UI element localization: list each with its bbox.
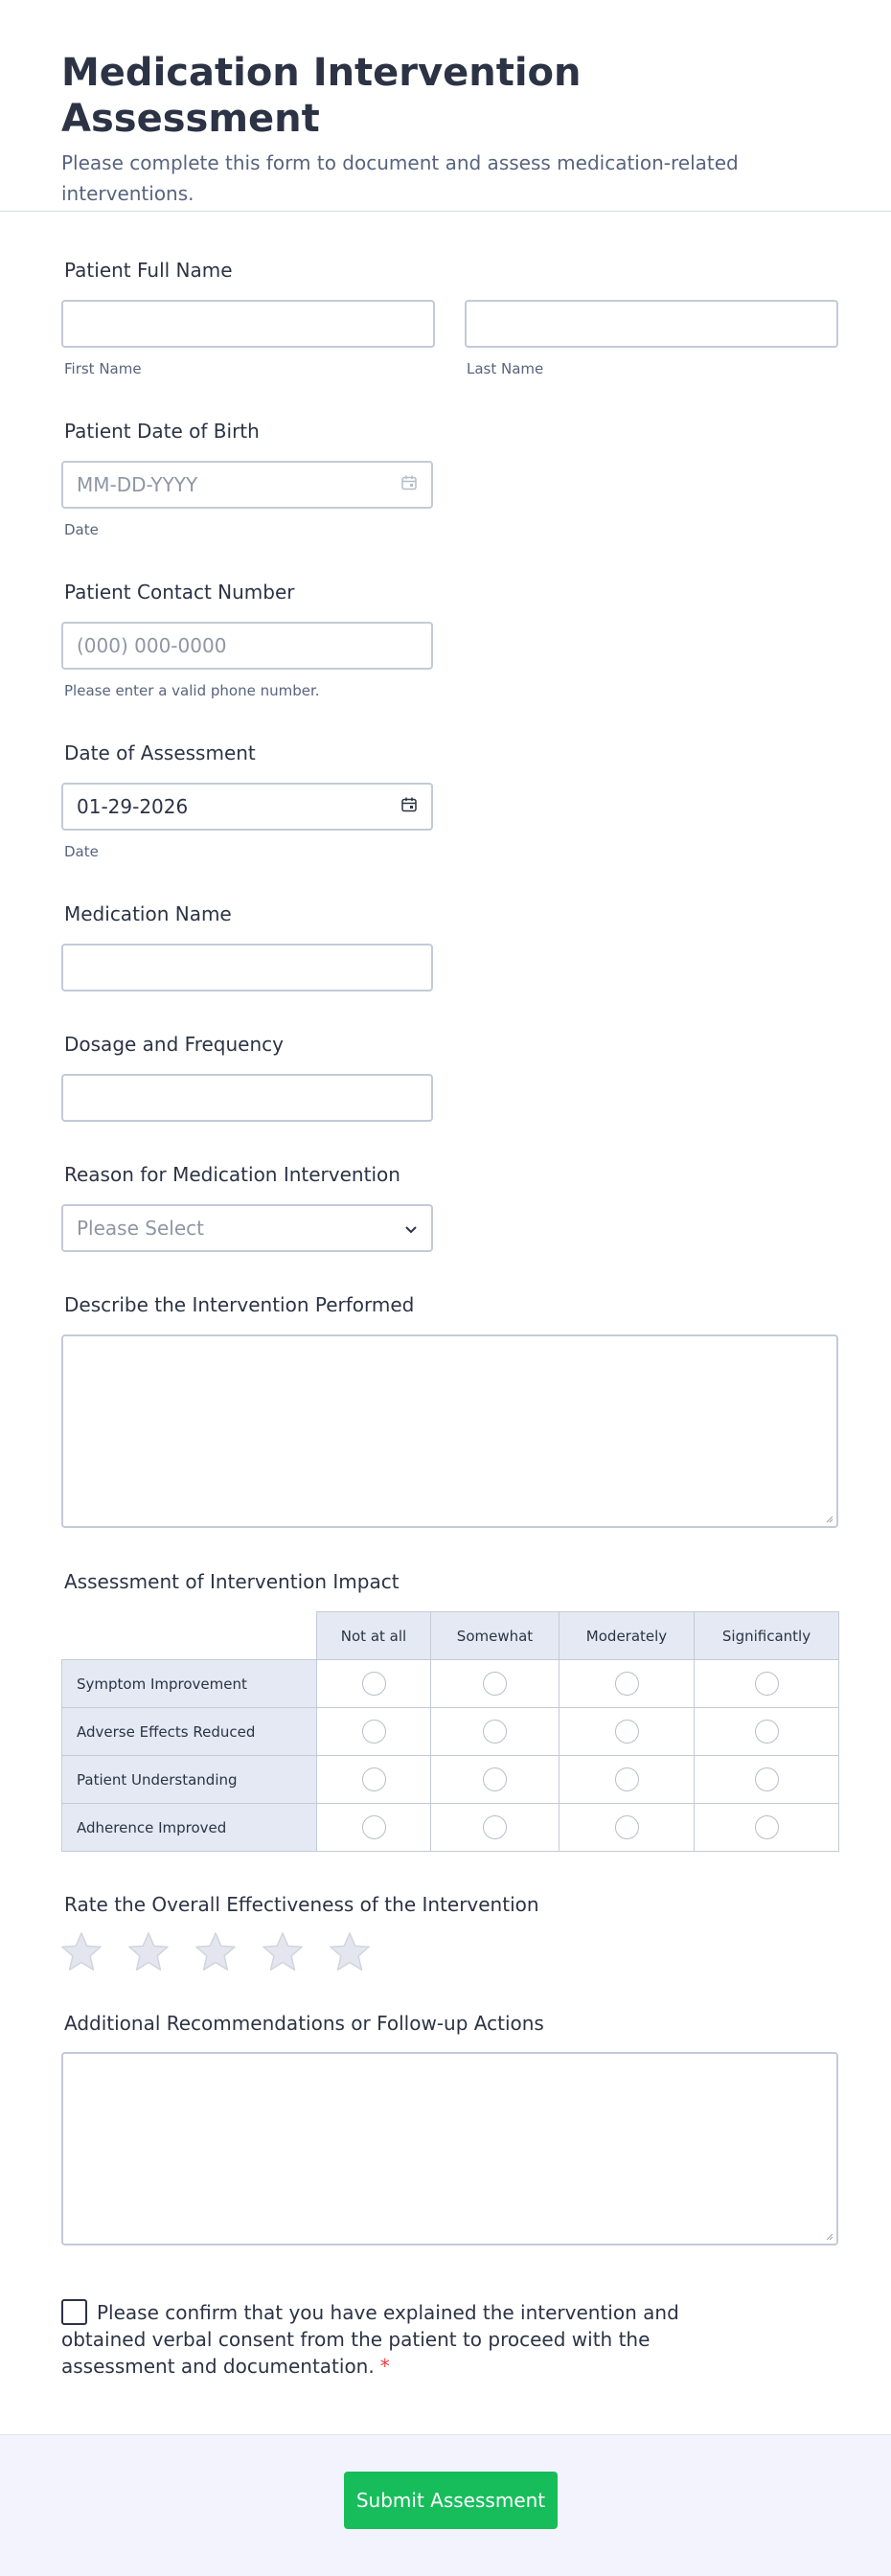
radio-button[interactable] xyxy=(483,1672,507,1696)
impact-label: Assessment of Intervention Impact xyxy=(64,1570,400,1593)
reason-placeholder: Please Select xyxy=(77,1217,204,1240)
assessment-date-input[interactable] xyxy=(61,783,433,831)
matrix-column-header: Somewhat xyxy=(431,1612,560,1660)
radio-button[interactable] xyxy=(755,1815,779,1839)
star-icon[interactable] xyxy=(328,1930,372,1974)
calendar-icon[interactable] xyxy=(400,473,418,496)
radio-button[interactable] xyxy=(483,1720,507,1744)
radio-button[interactable] xyxy=(615,1672,639,1696)
last-name-sublabel: Last Name xyxy=(467,360,544,377)
matrix-row-label: Adherence Improved xyxy=(62,1804,317,1852)
medication-name-label: Medication Name xyxy=(64,902,232,925)
dob-sublabel: Date xyxy=(64,521,99,538)
radio-button[interactable] xyxy=(615,1815,639,1839)
first-name-input[interactable] xyxy=(61,300,435,348)
reason-label: Reason for Medication Intervention xyxy=(64,1163,400,1186)
radio-button[interactable] xyxy=(755,1672,779,1696)
recommendations-label: Additional Recommendations or Follow-up Actions xyxy=(64,2012,544,2035)
matrix-row-label: Adverse Effects Reduced xyxy=(62,1708,317,1756)
radio-button[interactable] xyxy=(755,1767,779,1791)
matrix-row xyxy=(62,1708,839,1756)
matrix-column-header: Moderately xyxy=(560,1612,695,1660)
page-subtitle: Please complete this form to document and assess medication-related interventions. xyxy=(61,151,739,205)
radio-button[interactable] xyxy=(362,1672,386,1696)
calendar-icon[interactable] xyxy=(400,795,418,818)
submit-button[interactable]: Submit Assessment xyxy=(344,2472,558,2529)
reason-select[interactable] xyxy=(61,1204,433,1252)
assessment-date-value: 01-29-2026 xyxy=(77,795,189,818)
resize-grip-icon[interactable] xyxy=(824,2231,834,2241)
radio-button[interactable] xyxy=(362,1720,386,1744)
radio-button[interactable] xyxy=(483,1767,507,1791)
matrix-row xyxy=(62,1660,839,1708)
chevron-down-icon xyxy=(404,1217,418,1240)
dob-label: Patient Date of Birth xyxy=(64,420,260,443)
dob-input[interactable] xyxy=(61,461,433,509)
matrix-corner xyxy=(62,1612,317,1660)
recommendations-textarea[interactable] xyxy=(61,2052,838,2245)
form-footer xyxy=(0,2434,891,2576)
radio-button[interactable] xyxy=(755,1720,779,1744)
dosage-label: Dosage and Frequency xyxy=(64,1033,284,1056)
radio-button[interactable] xyxy=(615,1720,639,1744)
required-asterisk: * xyxy=(379,2355,390,2378)
first-name-sublabel: First Name xyxy=(64,360,142,377)
matrix-row xyxy=(62,1804,839,1852)
phone-input[interactable] xyxy=(61,622,433,670)
star-icon[interactable] xyxy=(59,1930,103,1974)
rating-label: Rate the Overall Effectiveness of the Intervention xyxy=(64,1893,539,1916)
form-header xyxy=(0,0,891,212)
consent-text: Please confirm that you have explained the intervention and obtained verbal consent from the patient to proceed with the assessment and documentation. xyxy=(61,2301,679,2378)
assessment-date-sublabel: Date xyxy=(64,843,99,860)
contact-label: Patient Contact Number xyxy=(64,581,295,604)
matrix-row xyxy=(62,1756,839,1804)
description-label: Describe the Intervention Performed xyxy=(64,1293,415,1316)
star-icon[interactable] xyxy=(194,1930,238,1974)
matrix-column-header: Significantly xyxy=(695,1612,839,1660)
matrix-row-label: Symptom Improvement xyxy=(62,1660,317,1708)
matrix-column-header: Not at all xyxy=(317,1612,431,1660)
phone-sublabel: Please enter a valid phone number. xyxy=(64,682,320,699)
description-textarea[interactable] xyxy=(61,1334,838,1528)
medication-name-input[interactable] xyxy=(61,944,433,992)
last-name-input[interactable] xyxy=(465,300,838,348)
radio-button[interactable] xyxy=(362,1815,386,1839)
star-icon[interactable] xyxy=(261,1930,305,1974)
page-title: Medication Intervention Assessment xyxy=(61,51,582,141)
star-rating xyxy=(59,1930,372,1974)
radio-button[interactable] xyxy=(483,1815,507,1839)
matrix-header-row xyxy=(62,1612,839,1660)
assessment-date-label: Date of Assessment xyxy=(64,741,256,764)
dosage-input[interactable] xyxy=(61,1074,433,1122)
radio-button[interactable] xyxy=(615,1767,639,1791)
dob-placeholder: MM-DD-YYYY xyxy=(77,473,198,496)
star-icon[interactable] xyxy=(126,1930,171,1974)
phone-placeholder: (000) 000-0000 xyxy=(77,634,227,657)
patient-name-label: Patient Full Name xyxy=(64,259,233,282)
matrix-row-label: Patient Understanding xyxy=(62,1756,317,1804)
consent-field xyxy=(61,2299,751,2380)
radio-button[interactable] xyxy=(362,1767,386,1791)
impact-matrix xyxy=(61,1611,839,1852)
resize-grip-icon[interactable] xyxy=(824,1514,834,1523)
consent-checkbox[interactable] xyxy=(61,2299,87,2325)
